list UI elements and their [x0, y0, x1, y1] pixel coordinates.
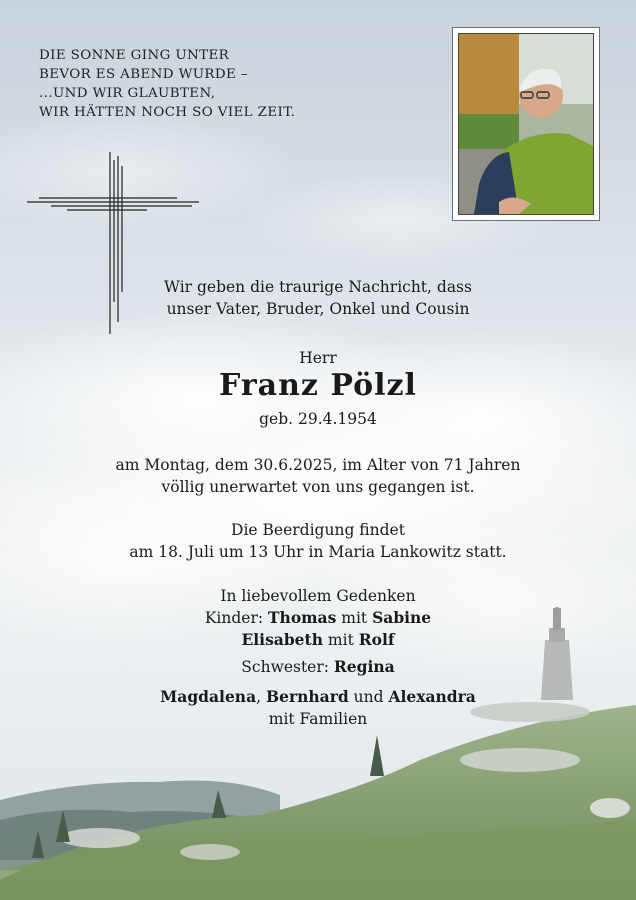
child-name: Thomas	[268, 608, 337, 627]
intro-line-2: unser Vater, Bruder, Onkel und Cousin	[166, 300, 470, 318]
intro-line-1: Wir geben die traurige Nachricht, dass	[164, 278, 472, 296]
verse-line-3: ...UND WIR GLAUBTEN,	[39, 86, 216, 101]
sister-prefix: Schwester:	[241, 658, 334, 676]
intro-text	[0, 276, 636, 320]
families-line: mit Familien	[268, 710, 368, 728]
child-name: Elisabeth	[241, 630, 323, 649]
with-word: mit	[322, 631, 359, 649]
relatives-section	[0, 686, 636, 730]
relative-name: Bernhard	[265, 687, 349, 706]
relatives-names	[0, 686, 636, 708]
funeral-notice	[0, 519, 636, 563]
verse	[39, 46, 295, 122]
portrait-frame	[452, 27, 600, 221]
separator: und	[348, 688, 389, 706]
verse-line-1: DIE SONNE GING UNTER	[39, 48, 230, 63]
death-line-1: am Montag, dem 30.6.2025, im Alter von 71 Jahren	[115, 456, 521, 474]
children-line	[0, 607, 636, 629]
sister-name: Regina	[333, 657, 395, 676]
children-prefix: Kinder:	[204, 609, 269, 627]
birth-date: geb. 29.4.1954	[259, 410, 377, 428]
children-line-2	[0, 629, 636, 651]
separator: ,	[256, 688, 266, 706]
death-line-2: völlig unerwartet von uns gegangen ist.	[161, 478, 475, 496]
death-notice	[0, 454, 636, 498]
with-word: mit	[336, 609, 373, 627]
sister-line	[0, 657, 636, 676]
salutation: Herr	[299, 349, 337, 367]
relative-name: Magdalena	[160, 687, 257, 706]
memory-section	[0, 585, 636, 651]
relative-name: Alexandra	[388, 687, 476, 706]
funeral-line-1: Die Beerdigung findet	[231, 521, 405, 539]
memory-heading: In liebevollem Gedenken	[220, 587, 416, 605]
partner-name: Sabine	[372, 608, 432, 627]
funeral-line-2: am 18. Juli um 13 Uhr in Maria Lankowitz statt.	[129, 543, 507, 561]
deceased-name: Franz Pölzl	[219, 368, 417, 403]
verse-line-4: WIR HÄTTEN NOCH SO VIEL ZEIT.	[39, 105, 296, 120]
portrait-photo	[458, 33, 594, 215]
verse-line-2: BEVOR ES ABEND WURDE –	[39, 67, 248, 82]
partner-name: Rolf	[358, 630, 395, 649]
